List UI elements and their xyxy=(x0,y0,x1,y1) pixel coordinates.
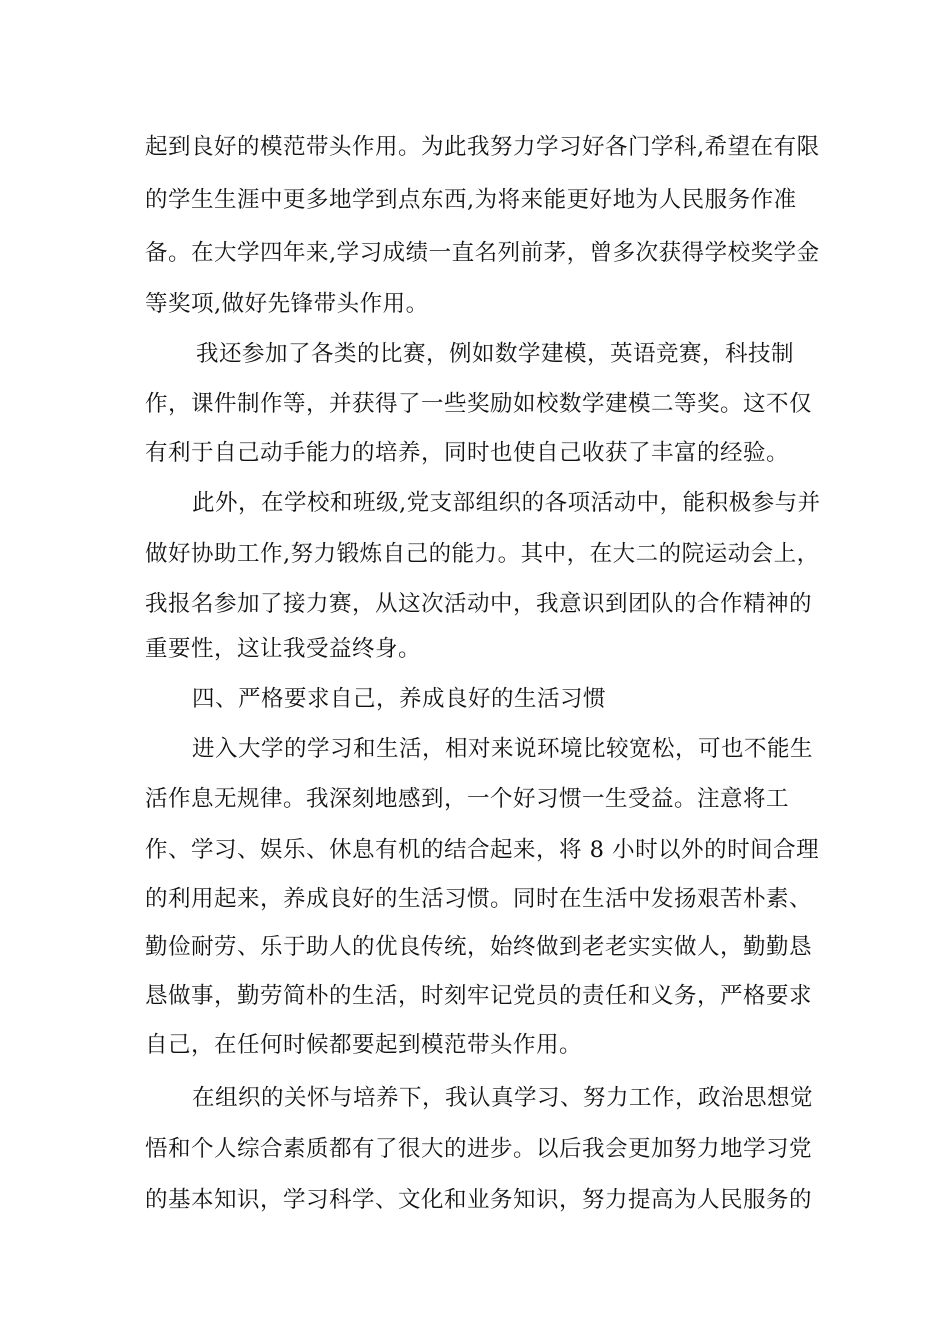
text-line: 的学生生涯中更多地学到点东西,为将来能更好地为人民服务作准 xyxy=(145,187,797,213)
text-line: 恳做事，勤劳简朴的生活，时刻牢记党员的责任和义务，严格要求 xyxy=(145,983,813,1009)
text-line: 勤俭耐劳、乐于助人的优良传统，始终做到老老实实做人，勤勤恳 xyxy=(145,934,813,960)
text-line: 等奖项,做好先锋带头作用。 xyxy=(145,291,429,317)
text-line: 作、学习、娱乐、休息有机的结合起来，将 8 小时以外的时间合理 xyxy=(145,837,820,863)
text-line: 的基本知识，学习科学、文化和业务知识，努力提高为人民服务的 xyxy=(145,1187,813,1213)
text-line: 我报名参加了接力赛，从这次活动中，我意识到团队的合作精神的 xyxy=(145,591,813,617)
text-line: 起到良好的模范带头作用。为此我努力学习好各门学科,希望在有限 xyxy=(145,134,820,160)
paragraph-first-line: 我还参加了各类的比赛，例如数学建模，英语竞赛，科技制 xyxy=(196,341,795,367)
text-line: 悟和个人综合素质都有了很大的进步。以后我会更加努力地学习党 xyxy=(145,1136,813,1162)
text-line: 有利于自己动手能力的培养，同时也使自己收获了丰富的经验。 xyxy=(145,440,790,466)
text-line: 重要性，这让我受益终身。 xyxy=(145,636,422,662)
text-line: 做好协助工作,努力锻炼自己的能力。其中，在大二的院运动会上， xyxy=(145,541,820,567)
text-line: 备。在大学四年来,学习成绩一直名列前茅，曾多次获得学校奖学金 xyxy=(145,240,820,266)
paragraph-first-line: 此外，在学校和班级,党支部组织的各项活动中，能积极参与并 xyxy=(192,490,821,516)
paragraph-first-line: 进入大学的学习和生活，相对来说环境比较宽松，可也不能生 xyxy=(192,736,814,762)
section-heading: 四、严格要求自己，养成良好的生活习惯 xyxy=(192,686,607,712)
text-line: 的利用起来，养成良好的生活习惯。同时在生活中发扬艰苦朴素、 xyxy=(145,886,813,912)
text-line: 自己，在任何时候都要起到模范带头作用。 xyxy=(145,1032,583,1058)
paragraph-first-line: 在组织的关怀与培养下，我认真学习、努力工作，政治思想觉 xyxy=(192,1085,814,1111)
text-line: 作，课件制作等，并获得了一些奖励如校数学建模二等奖。这不仅 xyxy=(145,391,813,417)
text-line: 活作息无规律。我深刻地感到，一个好习惯一生受益。注意将工 xyxy=(145,786,790,812)
